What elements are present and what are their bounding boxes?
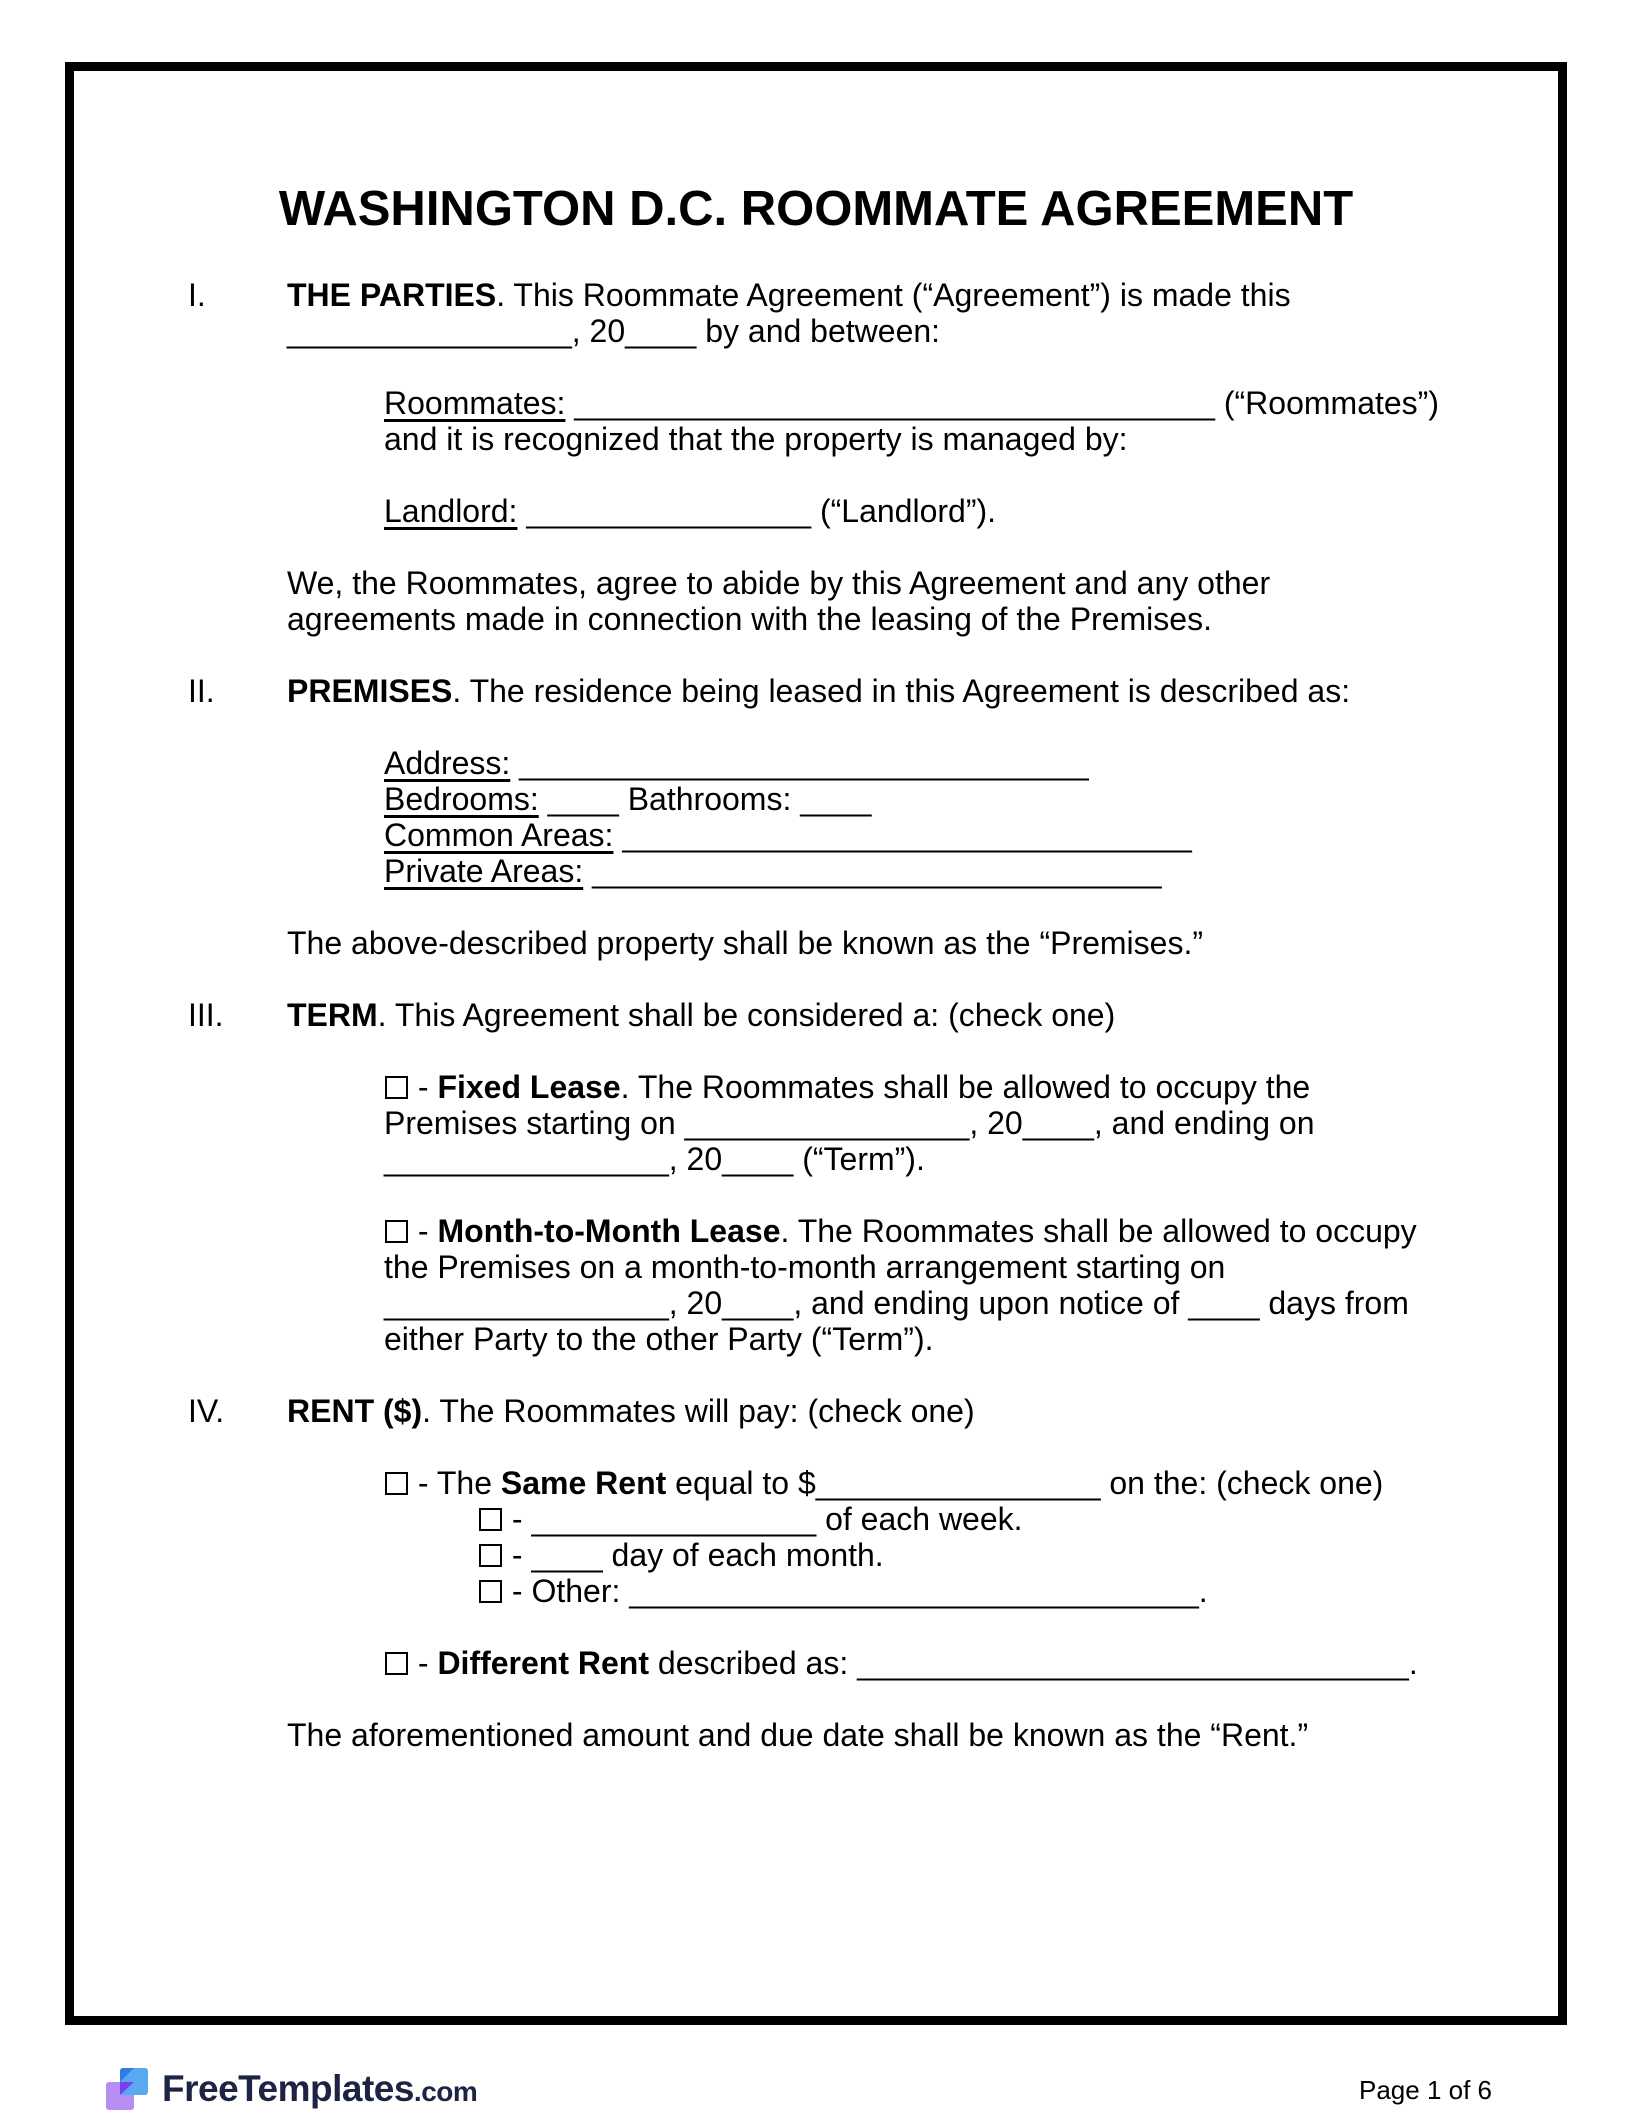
underlined-label: Private Areas:: [384, 853, 584, 889]
document-line: [287, 601, 1558, 637]
text-run: [583, 853, 592, 889]
text-run: by and between:: [696, 313, 941, 349]
text-run: day of each month.: [602, 1537, 884, 1573]
paragraph-block: [74, 745, 1558, 889]
text-run: The above-described property shall be known as the “Premises.”: [287, 925, 1203, 961]
document-line: [478, 1573, 1558, 1609]
text-run: Premises starting on: [384, 1105, 685, 1141]
text-run: [613, 817, 622, 853]
paragraph-block: [74, 1393, 1558, 1429]
text-run: . The residence being leased in this Agreement is described as:: [452, 673, 1351, 709]
text-run: , 20: [668, 1141, 723, 1177]
section-numeral: IV.: [188, 1393, 225, 1429]
checkbox-icon[interactable]: [385, 1076, 408, 1099]
document-line: [188, 1393, 1558, 1429]
paragraph-block: [74, 673, 1558, 709]
text-run: of each week.: [816, 1501, 1023, 1537]
section-numeral: I.: [188, 277, 206, 313]
fill-in-blank[interactable]: ____: [625, 313, 697, 349]
text-run: -: [409, 1645, 438, 1681]
paragraph-block: [74, 1069, 1558, 1177]
text-run: Bathrooms:: [618, 781, 801, 817]
fill-in-blank[interactable]: ________________________________: [622, 817, 1192, 853]
paragraph-block: [74, 565, 1558, 637]
fill-in-blank[interactable]: ________________: [684, 1105, 970, 1141]
paragraph-block: [74, 1645, 1558, 1681]
fill-in-blank[interactable]: ____: [722, 1285, 794, 1321]
fill-in-blank[interactable]: ________________________________: [629, 1573, 1199, 1609]
paragraph-block: [74, 1213, 1558, 1357]
fill-in-blank[interactable]: ________________: [526, 493, 812, 529]
document-line: [384, 421, 1558, 457]
document-line: [384, 1249, 1558, 1285]
document-line: [188, 673, 1558, 709]
document-line: [287, 565, 1558, 601]
brand-tld: .com: [413, 2076, 478, 2107]
bold-text: Same Rent: [500, 1465, 667, 1501]
text-run: The aforementioned amount and due date shall be known as the “Rent.”: [287, 1717, 1309, 1753]
text-run: , 20: [571, 313, 626, 349]
text-run: (“Term”).: [793, 1141, 925, 1177]
section-numeral: III.: [188, 997, 224, 1033]
text-run: , and ending upon notice of: [793, 1285, 1189, 1321]
fill-in-blank[interactable]: ____: [800, 781, 872, 817]
paragraph-block: [74, 1717, 1558, 1753]
text-run: -: [409, 1069, 438, 1105]
document-line: [384, 385, 1558, 421]
underlined-label: Landlord:: [384, 493, 518, 529]
text-run: - Other:: [503, 1573, 630, 1609]
page-border: [65, 62, 1567, 2109]
document-line: [384, 1645, 1558, 1681]
document-line: [384, 853, 1558, 889]
paragraph-block: [74, 493, 1558, 529]
document-line: [287, 313, 1558, 349]
document-line: [384, 745, 1558, 781]
document-line: [287, 925, 1558, 961]
checkbox-icon[interactable]: [385, 1220, 408, 1243]
document-line: [188, 277, 1558, 313]
fill-in-blank[interactable]: ________________: [287, 313, 572, 349]
paragraph-block: [74, 1465, 1558, 1609]
fill-in-blank[interactable]: ________________________________: [592, 853, 1162, 889]
text-run: . The Roommates shall be allowed to occupy: [780, 1213, 1417, 1249]
document-line: [287, 1717, 1558, 1753]
bold-text: Fixed Lease: [437, 1069, 621, 1105]
text-run: the Premises on a month-to-month arrangement starting on: [384, 1249, 1226, 1285]
underlined-label: Address:: [384, 745, 511, 781]
text-run: equal to $: [666, 1465, 816, 1501]
brand-wordmark: [162, 2068, 477, 2110]
document-line: [384, 1321, 1558, 1357]
document-line: [384, 493, 1558, 529]
document-line: [478, 1501, 1558, 1537]
checkbox-icon[interactable]: [479, 1580, 502, 1603]
fill-in-blank[interactable]: ____: [1188, 1285, 1260, 1321]
bold-text: THE PARTIES: [287, 277, 497, 313]
text-run: .: [1198, 1573, 1208, 1609]
underlined-label: Roommates:: [384, 385, 566, 421]
text-run: [539, 781, 548, 817]
fill-in-blank[interactable]: ____: [722, 1141, 794, 1177]
text-run: [510, 745, 519, 781]
checkbox-icon[interactable]: [479, 1544, 502, 1567]
text-run: -: [503, 1501, 532, 1537]
document-content: [74, 181, 1558, 2126]
bold-text: TERM: [287, 997, 378, 1033]
brand-name: FreeTemplates: [162, 2068, 414, 2109]
fill-in-blank[interactable]: ____: [547, 781, 619, 817]
text-run: [565, 385, 574, 421]
freetemplates-logo-icon: [106, 2068, 148, 2110]
bold-text: PREMISES: [287, 673, 453, 709]
bold-text: RENT ($): [287, 1393, 423, 1429]
text-run: described as:: [649, 1645, 858, 1681]
bold-text: Different Rent: [437, 1645, 649, 1681]
document-title: WASHINGTON D.C. ROOMMATE AGREEMENT: [278, 182, 1354, 236]
fill-in-blank[interactable]: ________________: [815, 1465, 1101, 1501]
text-run: , and ending on: [1093, 1105, 1315, 1141]
text-run: . The Roommates will pay: (check one): [422, 1393, 975, 1429]
fill-in-blank[interactable]: ________________________________: [519, 745, 1089, 781]
freetemplates-logo: [106, 2068, 477, 2110]
document-line: [384, 1285, 1558, 1321]
page-indicator: Page 1 of 6: [1359, 2075, 1492, 2105]
text-run: -: [503, 1537, 532, 1573]
paragraph-block: [74, 925, 1558, 961]
text-run: (“Roommates”): [1214, 385, 1439, 421]
text-run: agreements made in connection with the leasing of the Premises.: [287, 601, 1212, 637]
text-run: on the: (check one): [1100, 1465, 1384, 1501]
document-line: [384, 781, 1558, 817]
paragraph-block: [74, 997, 1558, 1033]
fill-in-blank[interactable]: ____: [531, 1537, 603, 1573]
text-run: - The: [409, 1465, 501, 1501]
checkbox-icon[interactable]: [385, 1652, 408, 1675]
document-line: [384, 1465, 1558, 1501]
paragraph-block: [74, 385, 1558, 457]
paragraph-block: [74, 277, 1558, 349]
text-run: (“Landlord”).: [811, 493, 997, 529]
fill-in-blank[interactable]: ________________: [531, 1501, 817, 1537]
document-line: [384, 1105, 1558, 1141]
fill-in-blank[interactable]: ________________: [384, 1285, 669, 1321]
document-line: [384, 1213, 1558, 1249]
document-body: [74, 277, 1558, 1753]
underlined-label: Bedrooms:: [384, 781, 539, 817]
text-run: , 20: [668, 1285, 723, 1321]
document-line: [188, 997, 1558, 1033]
text-run: either Party to the other Party (“Term”).: [384, 1321, 934, 1357]
document-line: [384, 1141, 1558, 1177]
text-run: , 20: [969, 1105, 1023, 1141]
document-line: [384, 817, 1558, 853]
text-run: . This Agreement shall be considered a: (check one): [377, 997, 1116, 1033]
text-run: . This Roommate Agreement (“Agreement”) is made this: [496, 277, 1291, 313]
fill-in-blank[interactable]: ________________: [384, 1141, 669, 1177]
checkbox-icon[interactable]: [385, 1472, 408, 1495]
bold-text: Month-to-Month Lease: [437, 1213, 781, 1249]
text-run: .: [1408, 1645, 1418, 1681]
text-run: days from: [1259, 1285, 1409, 1321]
text-run: and it is recognized that the property is managed by:: [384, 421, 1128, 457]
text-run: We, the Roommates, agree to abide by this Agreement and any other: [287, 565, 1271, 601]
text-run: . The Roommates shall be allowed to occupy the: [620, 1069, 1311, 1105]
document-line: [384, 1069, 1558, 1105]
section-numeral: II.: [188, 673, 215, 709]
checkbox-icon[interactable]: [479, 1508, 502, 1531]
underlined-label: Common Areas:: [384, 817, 614, 853]
fill-in-blank[interactable]: _______________________________: [857, 1645, 1409, 1681]
fill-in-blank[interactable]: ____: [1022, 1105, 1094, 1141]
fill-in-blank[interactable]: ____________________________________: [574, 385, 1215, 421]
text-run: [517, 493, 526, 529]
document-line: [478, 1537, 1558, 1573]
text-run: -: [409, 1213, 438, 1249]
